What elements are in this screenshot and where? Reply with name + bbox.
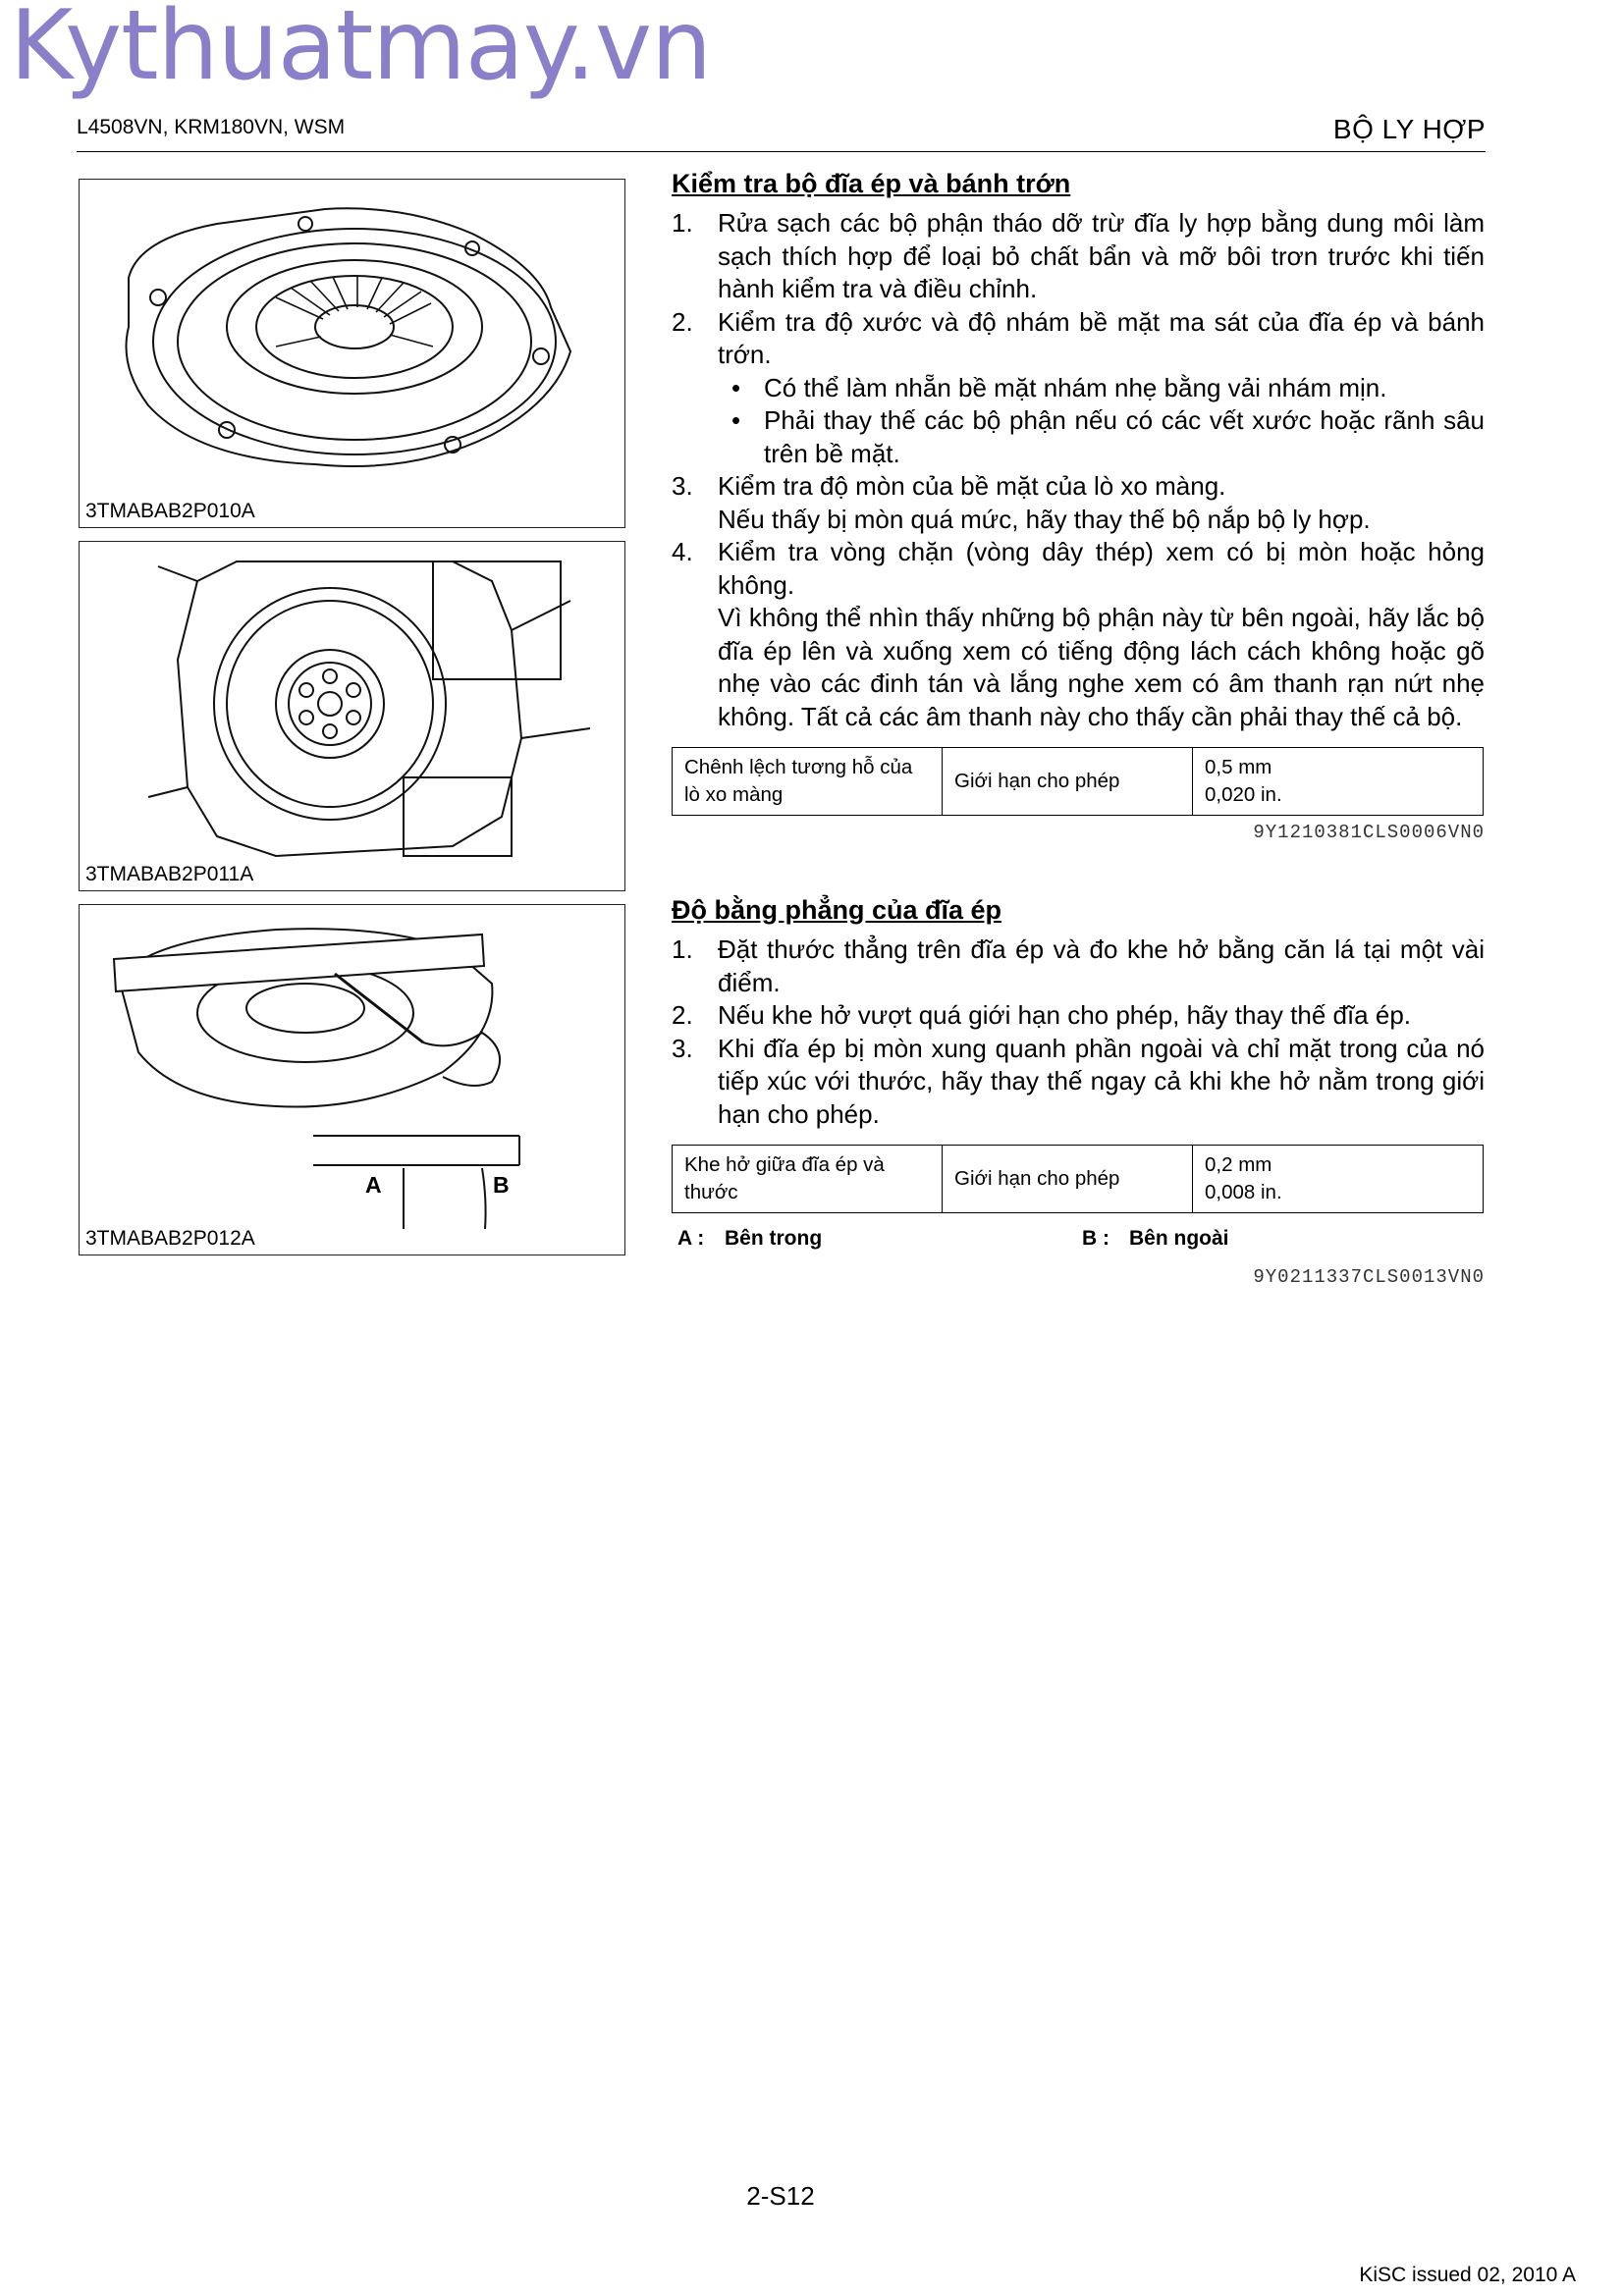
header-models: L4508VN, KRM180VN, WSM	[77, 116, 346, 138]
bullet-item: • Có thể làm nhẵn bề mặt nhám nhẹ bằng vải nhám mịn.	[731, 372, 1387, 402]
legend-a-value: Bên trong	[725, 1227, 823, 1250]
spec-item: Chênh lệch tương hỗ của lò xo màng	[673, 748, 943, 816]
bullet-item: • Phải thay thế các bộ phận nếu có các vết xước hoặc rãnh sâu trên bề mặt.	[731, 405, 1485, 468]
bullet-list	[718, 372, 1485, 471]
list-item: 4. Kiểm tra vòng chặn (vòng dây thép) xem có bị mòn hoặc hỏng không. Vì không thể nhìn thấy những bộ phận này từ bên ngoài, hãy lắc bộ đĩa ép lên và xuống xem có tiếng động lách cách không hoặc gõ nhẹ vào các đinh tán và lắng nghe xem có âm thanh rạn nứt nhẹ không. Tất cả các âm thanh này cho thấy cần phải thay thế cả bộ.	[672, 537, 1485, 731]
figure-caption: 3TMABAB2P011A	[85, 863, 254, 885]
list-item: 1. Đặt thước thẳng trên đĩa ép và đo khe hở bằng căn lá tại một vài điểm.	[672, 934, 1485, 997]
spec-table	[672, 747, 1484, 816]
spec-value: 0,2 mm 0,008 in.	[1193, 1146, 1484, 1213]
legend-a-key: A :	[677, 1227, 705, 1250]
label-a: A	[365, 1172, 382, 1198]
section-pressure-plate-inspection	[672, 169, 1485, 843]
legend	[672, 1227, 1485, 1266]
legend-b-key: B :	[1082, 1227, 1109, 1250]
legend-b-value: Bên ngoài	[1129, 1227, 1229, 1250]
flywheel-drawing	[80, 542, 624, 890]
issued-note: KiSC issued 02, 2010 A	[1359, 2264, 1576, 2286]
spec-table	[672, 1145, 1484, 1213]
straightedge-drawing	[80, 905, 624, 1255]
list-item: 2. Kiểm tra độ xước và độ nhám bề mặt ma sát của đĩa ép và bánh trớn. • Có thể làm nhẵn bề mặt nhám nhẹ bằng vải nhám mịn. • Phải thay thế các bộ phận nếu có các vết xước hoặc rãnh sâu trên bề mặt.	[672, 306, 1485, 471]
figure-flywheel	[79, 541, 625, 891]
spec-value: 0,5 mm 0,020 in.	[1193, 748, 1484, 816]
spec-limit: Giới hạn cho phép	[943, 748, 1193, 816]
header-chapter: BỘ LY HỢP	[1332, 114, 1486, 144]
page-number: 2-S12	[746, 2181, 815, 2211]
doc-code: 9Y1210381CLS0006VN0	[1253, 822, 1485, 843]
spec-item: Khe hở giữa đĩa ép và thước	[673, 1146, 943, 1213]
pressure-plate-drawing	[80, 180, 624, 527]
figure-caption: 3TMABAB2P012A	[85, 1227, 255, 1250]
spec-limit: Giới hạn cho phép	[943, 1146, 1193, 1213]
steps-list	[672, 934, 1485, 1131]
section-title: Kiểm tra bộ đĩa ép và bánh trớn	[672, 169, 1071, 198]
figure-caption: 3TMABAB2P010A	[85, 500, 255, 522]
label-b: B	[493, 1172, 510, 1198]
doc-code: 9Y0211337CLS0013VN0	[1253, 1266, 1485, 1288]
header-rule	[77, 151, 1486, 152]
list-item: 3. Kiểm tra độ mòn của bề mặt của lò xo màng. Nếu thấy bị mòn quá mức, hãy thay thế bộ nắp bộ ly hợp.	[672, 471, 1371, 534]
figure-pressure-plate	[79, 179, 625, 528]
section-plate-flatness	[672, 895, 1485, 1288]
list-item: 2. Nếu khe hở vượt quá giới hạn cho phép, hãy thay thế đĩa ép.	[672, 1000, 1412, 1030]
figure-straightedge	[79, 904, 625, 1255]
watermark: Kythuatmay.vn	[10, 0, 712, 102]
section-title: Độ bằng phẳng của đĩa ép	[672, 895, 1002, 925]
steps-list	[672, 207, 1485, 733]
list-item: 3. Khi đĩa ép bị mòn xung quanh phần ngoài và chỉ mặt trong của nó tiếp xúc với thước, hãy thay thế ngay cả khi khe hở nằm trong giới hạn cho phép.	[672, 1033, 1485, 1129]
list-item: 1. Rửa sạch các bộ phận tháo dỡ trừ đĩa ly hợp bằng dung môi làm sạch thích hợp để loại bỏ chất bẩn và mỡ bôi trơn trước khi tiến hành kiểm tra và điều chỉnh.	[672, 208, 1485, 303]
